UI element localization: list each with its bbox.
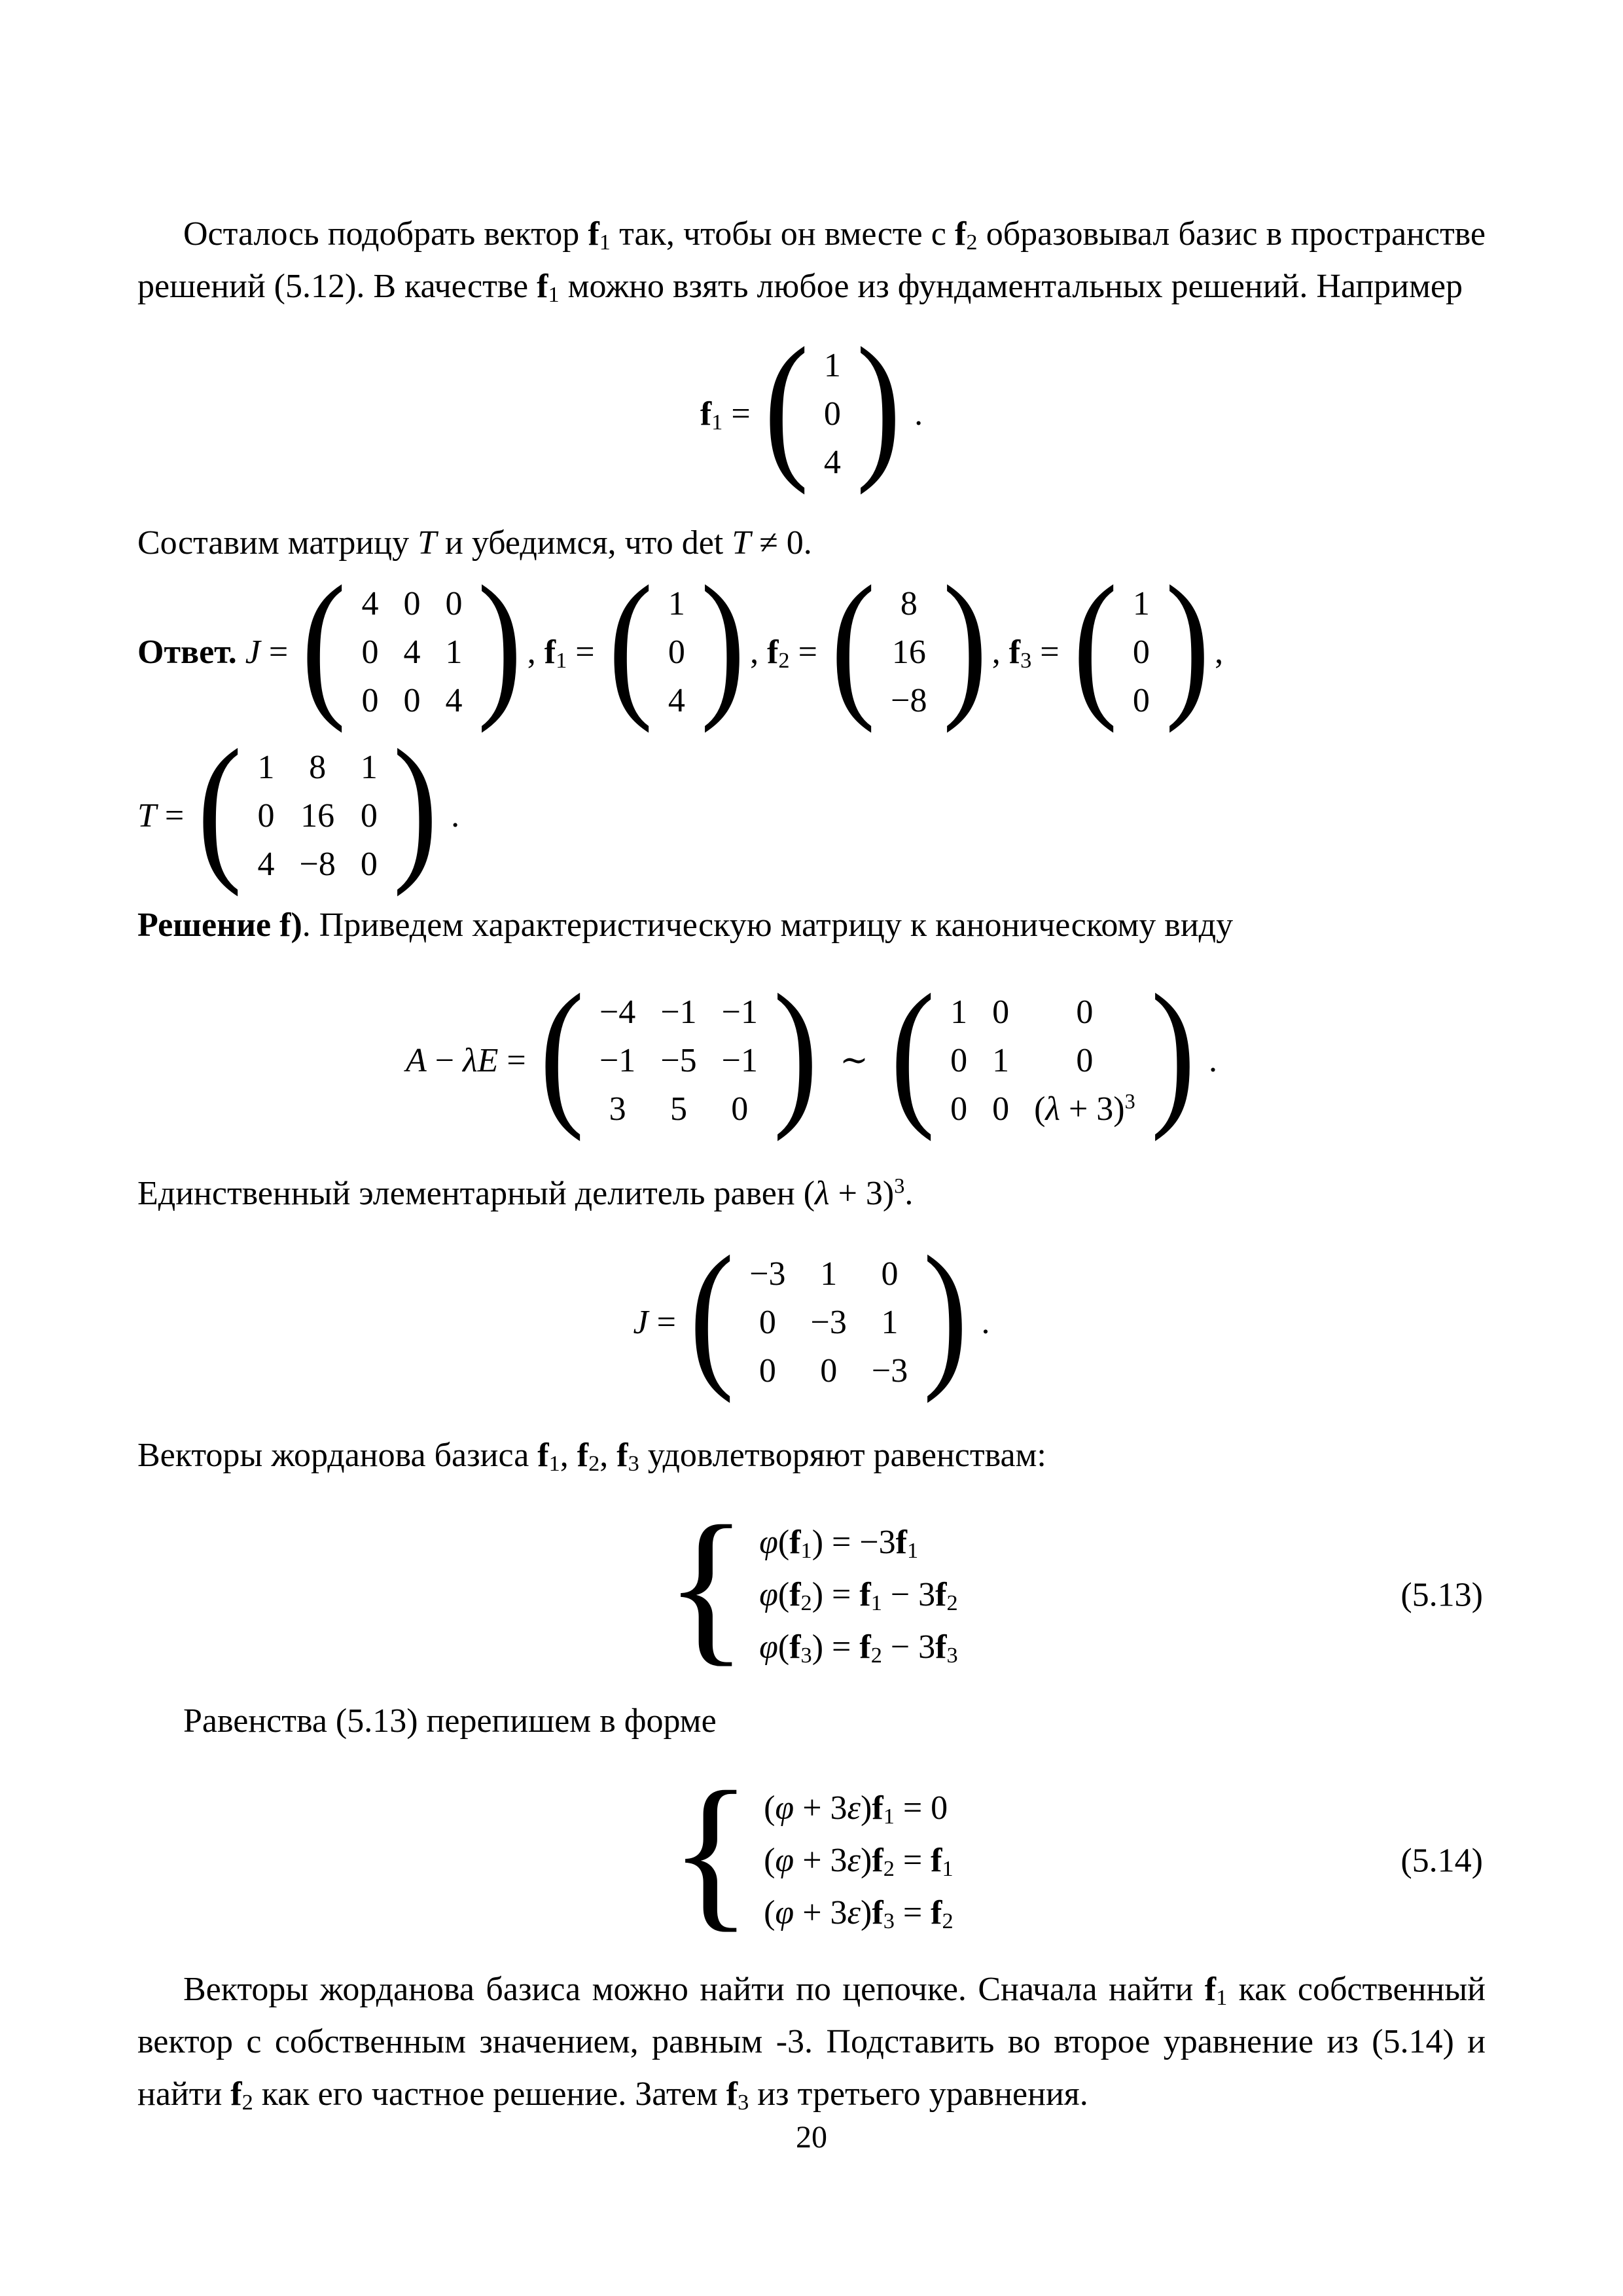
- left-brace-icon: {: [669, 1756, 753, 1946]
- text-run: 1: [548, 1450, 560, 1476]
- left-paren-icon: (: [197, 716, 243, 898]
- matrix-cell: 1: [881, 1304, 899, 1341]
- text-run: . Приведем характеристическую матрицу к каноническому виду: [302, 906, 1234, 944]
- equation-characteristic-matrix: [137, 961, 1486, 1143]
- left-paren-icon: (: [1073, 552, 1118, 734]
- text-run: 3: [738, 2089, 749, 2115]
- text-run: =: [1031, 634, 1068, 671]
- matrix: [759, 314, 906, 496]
- text-run: ∼: [823, 1042, 885, 1079]
- matrix-cell: −8: [299, 846, 336, 883]
- bold-symbol: f: [931, 1894, 942, 1931]
- equation-jordan-matrix: [137, 1223, 1486, 1405]
- matrix-cell: 0: [668, 634, 685, 671]
- text-run: + 3): [829, 1175, 895, 1212]
- text-run: (: [777, 1576, 790, 1613]
- matrix: [685, 1223, 973, 1405]
- paragraph-elementary-divisor: [137, 1168, 1486, 1220]
- text-run: 2: [870, 1642, 882, 1668]
- case-line: [759, 1516, 958, 1569]
- matrix-body: [1122, 580, 1160, 725]
- page-number: 20: [796, 2120, 827, 2155]
- bold-symbol: f: [537, 268, 548, 305]
- math-variable: φ: [775, 1842, 794, 1879]
- matrix-cell: 0: [361, 634, 379, 671]
- equation-text: [823, 1035, 885, 1087]
- text-run: =: [648, 1304, 685, 1341]
- matrix-body: [589, 988, 768, 1134]
- text-run: ,: [599, 1437, 617, 1474]
- equation-text: [750, 626, 826, 679]
- right-paren-icon: ): [1165, 552, 1210, 734]
- equation-text: [906, 388, 923, 440]
- bold-symbol: Решение f): [137, 906, 302, 944]
- equation-text: [972, 1297, 990, 1349]
- equation-text: [1200, 1035, 1217, 1087]
- equation-system-5-13: [137, 1490, 1486, 1681]
- text-run: можно взять любое из фундаментальных решений. Например: [559, 268, 1463, 305]
- math-variable: λ: [815, 1175, 830, 1212]
- matrix-body: [940, 988, 1146, 1134]
- text-run: как собственный вектор с собственным значением, равным -3. Подставить во второе уравнение из (5.14) и найти: [137, 1971, 1486, 2113]
- math-variable: ε: [847, 1789, 861, 1827]
- text-run: (: [764, 1789, 776, 1827]
- left-paren-icon: (: [608, 552, 653, 734]
- text-run: 2: [588, 1450, 600, 1476]
- matrix-cell: 0: [445, 585, 463, 622]
- matrix-body: [658, 580, 696, 725]
- text-run: − 3: [882, 1576, 936, 1613]
- matrix: [826, 552, 992, 734]
- equation-text: [1215, 626, 1223, 679]
- matrix-cell: −3: [749, 1255, 786, 1293]
- matrix-cell: 0: [992, 994, 1010, 1031]
- text-run: [237, 634, 245, 671]
- bold-symbol: f: [789, 1576, 801, 1613]
- right-paren-icon: ): [1150, 961, 1196, 1143]
- matrix-cell: −1: [660, 994, 697, 1031]
- text-run: + 3: [794, 1894, 847, 1931]
- case-lines: [759, 1516, 958, 1674]
- text-run: 3: [946, 1642, 958, 1668]
- text-run: Равенства (5.13) перепишем в форме: [183, 1702, 717, 1740]
- matrix-cell: 0: [820, 1352, 838, 1390]
- math-variable: A: [406, 1042, 427, 1079]
- matrix-body: [247, 744, 388, 889]
- matrix-cell: 1: [360, 749, 378, 786]
- math-variable: φ: [759, 1524, 778, 1561]
- text-run: Осталось подобрать вектор: [183, 215, 588, 253]
- matrix: [1068, 552, 1215, 734]
- matrix-cell: 0: [1076, 1042, 1094, 1079]
- matrix-cell: 5: [669, 1090, 687, 1128]
- equation-answer: [137, 552, 1486, 734]
- matrix-cell: 1: [992, 1042, 1010, 1079]
- bold-symbol: f: [895, 1524, 907, 1561]
- left-paren-icon: (: [764, 314, 809, 496]
- matrix-cell: 1: [668, 585, 685, 622]
- equation-text: [633, 1297, 685, 1349]
- text-run: 1: [883, 1803, 895, 1829]
- text-run: ) =: [812, 1576, 860, 1613]
- matrix-cell: 0: [950, 1042, 968, 1079]
- left-paren-icon: (: [301, 552, 346, 734]
- equation-text: [137, 626, 296, 679]
- left-paren-icon: (: [830, 552, 876, 734]
- matrix-cell: −1: [721, 994, 758, 1031]
- case-line: [764, 1887, 954, 1939]
- math-variable: J: [633, 1304, 649, 1341]
- matrix-cell: 1: [445, 634, 463, 671]
- math-variable: ε: [847, 1842, 861, 1879]
- bold-symbol: f: [859, 1576, 871, 1613]
- text-run: ,: [527, 634, 544, 671]
- bold-symbol: f: [859, 1628, 871, 1666]
- equation-text: [700, 388, 759, 440]
- matrix-cell: 0: [257, 797, 275, 834]
- text-run: =: [894, 1894, 931, 1931]
- cases-group: [665, 1490, 958, 1681]
- bold-symbol: f: [789, 1628, 801, 1666]
- matrix: [192, 716, 442, 898]
- matrix-cell: −4: [599, 994, 636, 1031]
- matrix-cell: 0: [881, 1255, 899, 1293]
- text-run: как его частное решение. Затем: [253, 2075, 726, 2113]
- matrix-cell: 16: [300, 797, 335, 834]
- matrix-cell: −3: [810, 1304, 847, 1341]
- matrix-body: [739, 1250, 918, 1395]
- equation-system-5-14: [137, 1756, 1486, 1946]
- paragraph-chain-method: [137, 1964, 1486, 2121]
- matrix-cell: 4: [257, 846, 275, 883]
- matrix-cell: 0: [992, 1090, 1010, 1128]
- text-run: Векторы жорданова базиса можно найти по цепочке. Сначала найти: [183, 1971, 1205, 2008]
- text-run: образовывал базис в пространстве решений (5.12). В качестве: [137, 215, 1486, 305]
- matrix-cell: 1: [820, 1255, 838, 1293]
- matrix-cell: 4: [445, 682, 463, 719]
- matrix-cell: 0: [360, 846, 378, 883]
- bold-symbol: f: [1008, 634, 1021, 671]
- text-run: 2: [942, 1908, 954, 1933]
- left-brace-icon: {: [665, 1490, 748, 1681]
- text-run: ,: [991, 634, 1009, 671]
- right-paren-icon: ): [393, 716, 438, 898]
- text-run: и убедимся, что det: [437, 524, 732, 562]
- bold-symbol: f: [537, 1437, 549, 1474]
- left-paren-icon: (: [539, 961, 584, 1143]
- matrix-cell: 4: [361, 585, 379, 622]
- matrix-cell: 1: [257, 749, 275, 786]
- cases-group: [669, 1756, 954, 1946]
- math-variable: ε: [847, 1894, 861, 1931]
- matrix-cell: 16: [891, 634, 926, 671]
- text-run: 1: [800, 1537, 812, 1563]
- right-paren-icon: ): [923, 1223, 968, 1405]
- matrix-cell: 0: [403, 585, 421, 622]
- bold-symbol: f: [1204, 1971, 1217, 2008]
- equation-tag-5-14: (5.14): [1400, 1842, 1483, 1880]
- matrix: [603, 552, 751, 734]
- matrix-cell: −5: [660, 1042, 697, 1079]
- matrix-cell: 8: [900, 585, 918, 622]
- bold-symbol: f: [955, 215, 967, 253]
- bold-symbol: f: [588, 215, 599, 253]
- left-paren-icon: (: [890, 961, 935, 1143]
- bold-symbol: f: [700, 395, 712, 433]
- text-run: 2: [966, 229, 978, 255]
- text-run: =: [567, 634, 603, 671]
- math-variable: J: [245, 634, 260, 671]
- equation-text: [442, 790, 459, 842]
- text-run: =: [789, 634, 826, 671]
- bold-symbol: f: [544, 634, 556, 671]
- text-run: 3: [894, 1174, 905, 1198]
- bold-symbol: f: [577, 1437, 589, 1474]
- right-paren-icon: ): [856, 314, 901, 496]
- math-variable: λ: [1045, 1090, 1060, 1128]
- equation-text: [406, 1035, 535, 1087]
- text-run: ,: [560, 1437, 577, 1474]
- case-lines: [764, 1782, 954, 1939]
- text-run: 3: [1020, 647, 1032, 673]
- text-run: .: [972, 1304, 990, 1341]
- bold-symbol: Ответ.: [137, 634, 237, 671]
- text-run: =: [156, 797, 193, 834]
- text-run: 1: [1216, 1984, 1228, 2010]
- math-variable: φ: [759, 1576, 778, 1613]
- text-run: ) = −3: [812, 1524, 896, 1561]
- bold-symbol: f: [931, 1842, 942, 1879]
- text-run: =: [498, 1042, 535, 1079]
- matrix-body: [813, 342, 851, 487]
- bold-symbol: f: [230, 2075, 242, 2113]
- equation-T-matrix: [137, 716, 1486, 898]
- equation-text: [527, 626, 603, 679]
- text-run: Составим матрицу: [137, 524, 418, 562]
- text-run: =: [260, 634, 297, 671]
- bold-symbol: f: [935, 1628, 947, 1666]
- matrix-cell: 0: [360, 797, 378, 834]
- matrix-cell: 4: [403, 634, 421, 671]
- matrix-body: [351, 580, 473, 725]
- bold-symbol: f: [767, 634, 779, 671]
- text-run: ): [861, 1842, 872, 1879]
- case-line: [764, 1782, 954, 1835]
- matrix-cell: [1034, 1085, 1135, 1134]
- bold-symbol: f: [872, 1842, 883, 1879]
- matrix-cell: 8: [309, 749, 327, 786]
- math-variable: T: [137, 797, 156, 834]
- text-run: − 3: [882, 1628, 936, 1666]
- text-run: 1: [711, 409, 723, 435]
- right-paren-icon: ): [700, 552, 745, 734]
- math-variable: λE: [463, 1042, 499, 1079]
- text-run: 1: [556, 647, 567, 673]
- text-run: 3: [883, 1908, 895, 1933]
- text-run: ): [861, 1789, 872, 1827]
- text-run: 2: [883, 1856, 895, 1881]
- text-run: + 3: [794, 1789, 847, 1827]
- text-run: 1: [907, 1537, 919, 1563]
- bold-symbol: f: [726, 2075, 738, 2113]
- right-paren-icon: ): [942, 552, 988, 734]
- right-paren-icon: ): [773, 961, 818, 1143]
- bold-symbol: f: [935, 1576, 947, 1613]
- text-run: =: [722, 395, 759, 433]
- paragraph-rewrite: [137, 1695, 1486, 1748]
- text-run: .: [906, 395, 923, 433]
- text-run: 1: [942, 1856, 954, 1881]
- math-variable: T: [418, 524, 437, 562]
- matrix-cell: 0: [361, 682, 379, 719]
- bold-symbol: f: [872, 1894, 883, 1931]
- text-run: 2: [241, 2089, 253, 2115]
- equation-tag-5-13: (5.13): [1400, 1576, 1483, 1614]
- text-run: .: [1200, 1042, 1217, 1079]
- math-variable: φ: [759, 1628, 778, 1666]
- text-run: + 3): [1060, 1090, 1125, 1128]
- text-run: Единственный элементарный делитель равен (: [137, 1175, 815, 1212]
- text-run: из третьего уравнения.: [749, 2075, 1088, 2113]
- matrix-cell: 0: [758, 1304, 776, 1341]
- matrix-cell: 4: [823, 444, 841, 481]
- left-paren-icon: (: [689, 1223, 734, 1405]
- text-run: = 0: [894, 1789, 948, 1827]
- text-run: ,: [1215, 634, 1224, 671]
- text-run: ) =: [812, 1628, 860, 1666]
- text-run: 2: [946, 1590, 958, 1615]
- matrix-cell: −3: [871, 1352, 908, 1390]
- text-run: 3: [1124, 1089, 1135, 1113]
- matrix-cell: 0: [758, 1352, 776, 1390]
- text-run: + 3: [794, 1842, 847, 1879]
- text-run: .: [904, 1175, 914, 1212]
- text-run: ≠ 0.: [751, 524, 812, 562]
- math-variable: T: [732, 524, 751, 562]
- text-run: −: [426, 1042, 463, 1079]
- text-run: (: [764, 1842, 776, 1879]
- matrix: [885, 961, 1200, 1143]
- text-run: 2: [778, 647, 790, 673]
- equation-text: [992, 626, 1068, 679]
- text-run: 1: [870, 1590, 882, 1615]
- equation-f1: [137, 314, 1486, 496]
- matrix-cell: −1: [721, 1042, 758, 1079]
- text-run: 2: [800, 1590, 812, 1615]
- text-run: (: [777, 1524, 790, 1561]
- matrix: [296, 552, 527, 734]
- matrix-cell: 0: [1132, 634, 1150, 671]
- paragraph-intro: [137, 208, 1486, 313]
- text-run: .: [442, 797, 460, 834]
- text-run: (: [764, 1894, 776, 1931]
- matrix-cell: −1: [599, 1042, 636, 1079]
- matrix-cell: 0: [1076, 994, 1094, 1031]
- math-variable: φ: [775, 1894, 794, 1931]
- bold-symbol: f: [616, 1437, 628, 1474]
- matrix-cell: 0: [403, 682, 421, 719]
- bold-symbol: f: [872, 1789, 883, 1827]
- matrix-cell: 0: [731, 1090, 749, 1128]
- text-run: ,: [750, 634, 768, 671]
- equation-text: [137, 790, 192, 842]
- text-run: так, чтобы он вместе с: [610, 215, 955, 253]
- matrix-cell: 0: [950, 1090, 968, 1128]
- case-line: [759, 1621, 958, 1674]
- text-run: Векторы жорданова базиса: [137, 1437, 538, 1474]
- text-run: 3: [628, 1450, 639, 1476]
- paragraph-solution-f: [137, 899, 1486, 952]
- text-run: =: [894, 1842, 931, 1879]
- text-run: удовлетворяют равенствам:: [639, 1437, 1046, 1474]
- matrix-body: [880, 580, 937, 725]
- case-line: [759, 1569, 958, 1621]
- paragraph-jordan-basis: [137, 1429, 1486, 1482]
- matrix-cell: 1: [950, 994, 968, 1031]
- text-run: (: [777, 1628, 790, 1666]
- text-run: ): [861, 1894, 872, 1931]
- text-run: 1: [548, 281, 560, 307]
- text-run: 3: [800, 1642, 812, 1668]
- matrix-cell: 0: [823, 395, 841, 433]
- right-paren-icon: ): [477, 552, 523, 734]
- math-variable: φ: [775, 1789, 794, 1827]
- matrix-cell: 1: [823, 347, 841, 384]
- bold-symbol: f: [789, 1524, 801, 1561]
- text-run: 1: [599, 229, 611, 255]
- matrix-cell: 0: [1132, 682, 1150, 719]
- matrix-cell: 4: [668, 682, 685, 719]
- matrix: [535, 961, 823, 1143]
- case-line: [764, 1835, 954, 1887]
- text-run: (: [1034, 1090, 1046, 1128]
- matrix-cell: −8: [891, 682, 927, 719]
- matrix-cell: 1: [1132, 585, 1150, 622]
- matrix-cell: 3: [609, 1090, 626, 1128]
